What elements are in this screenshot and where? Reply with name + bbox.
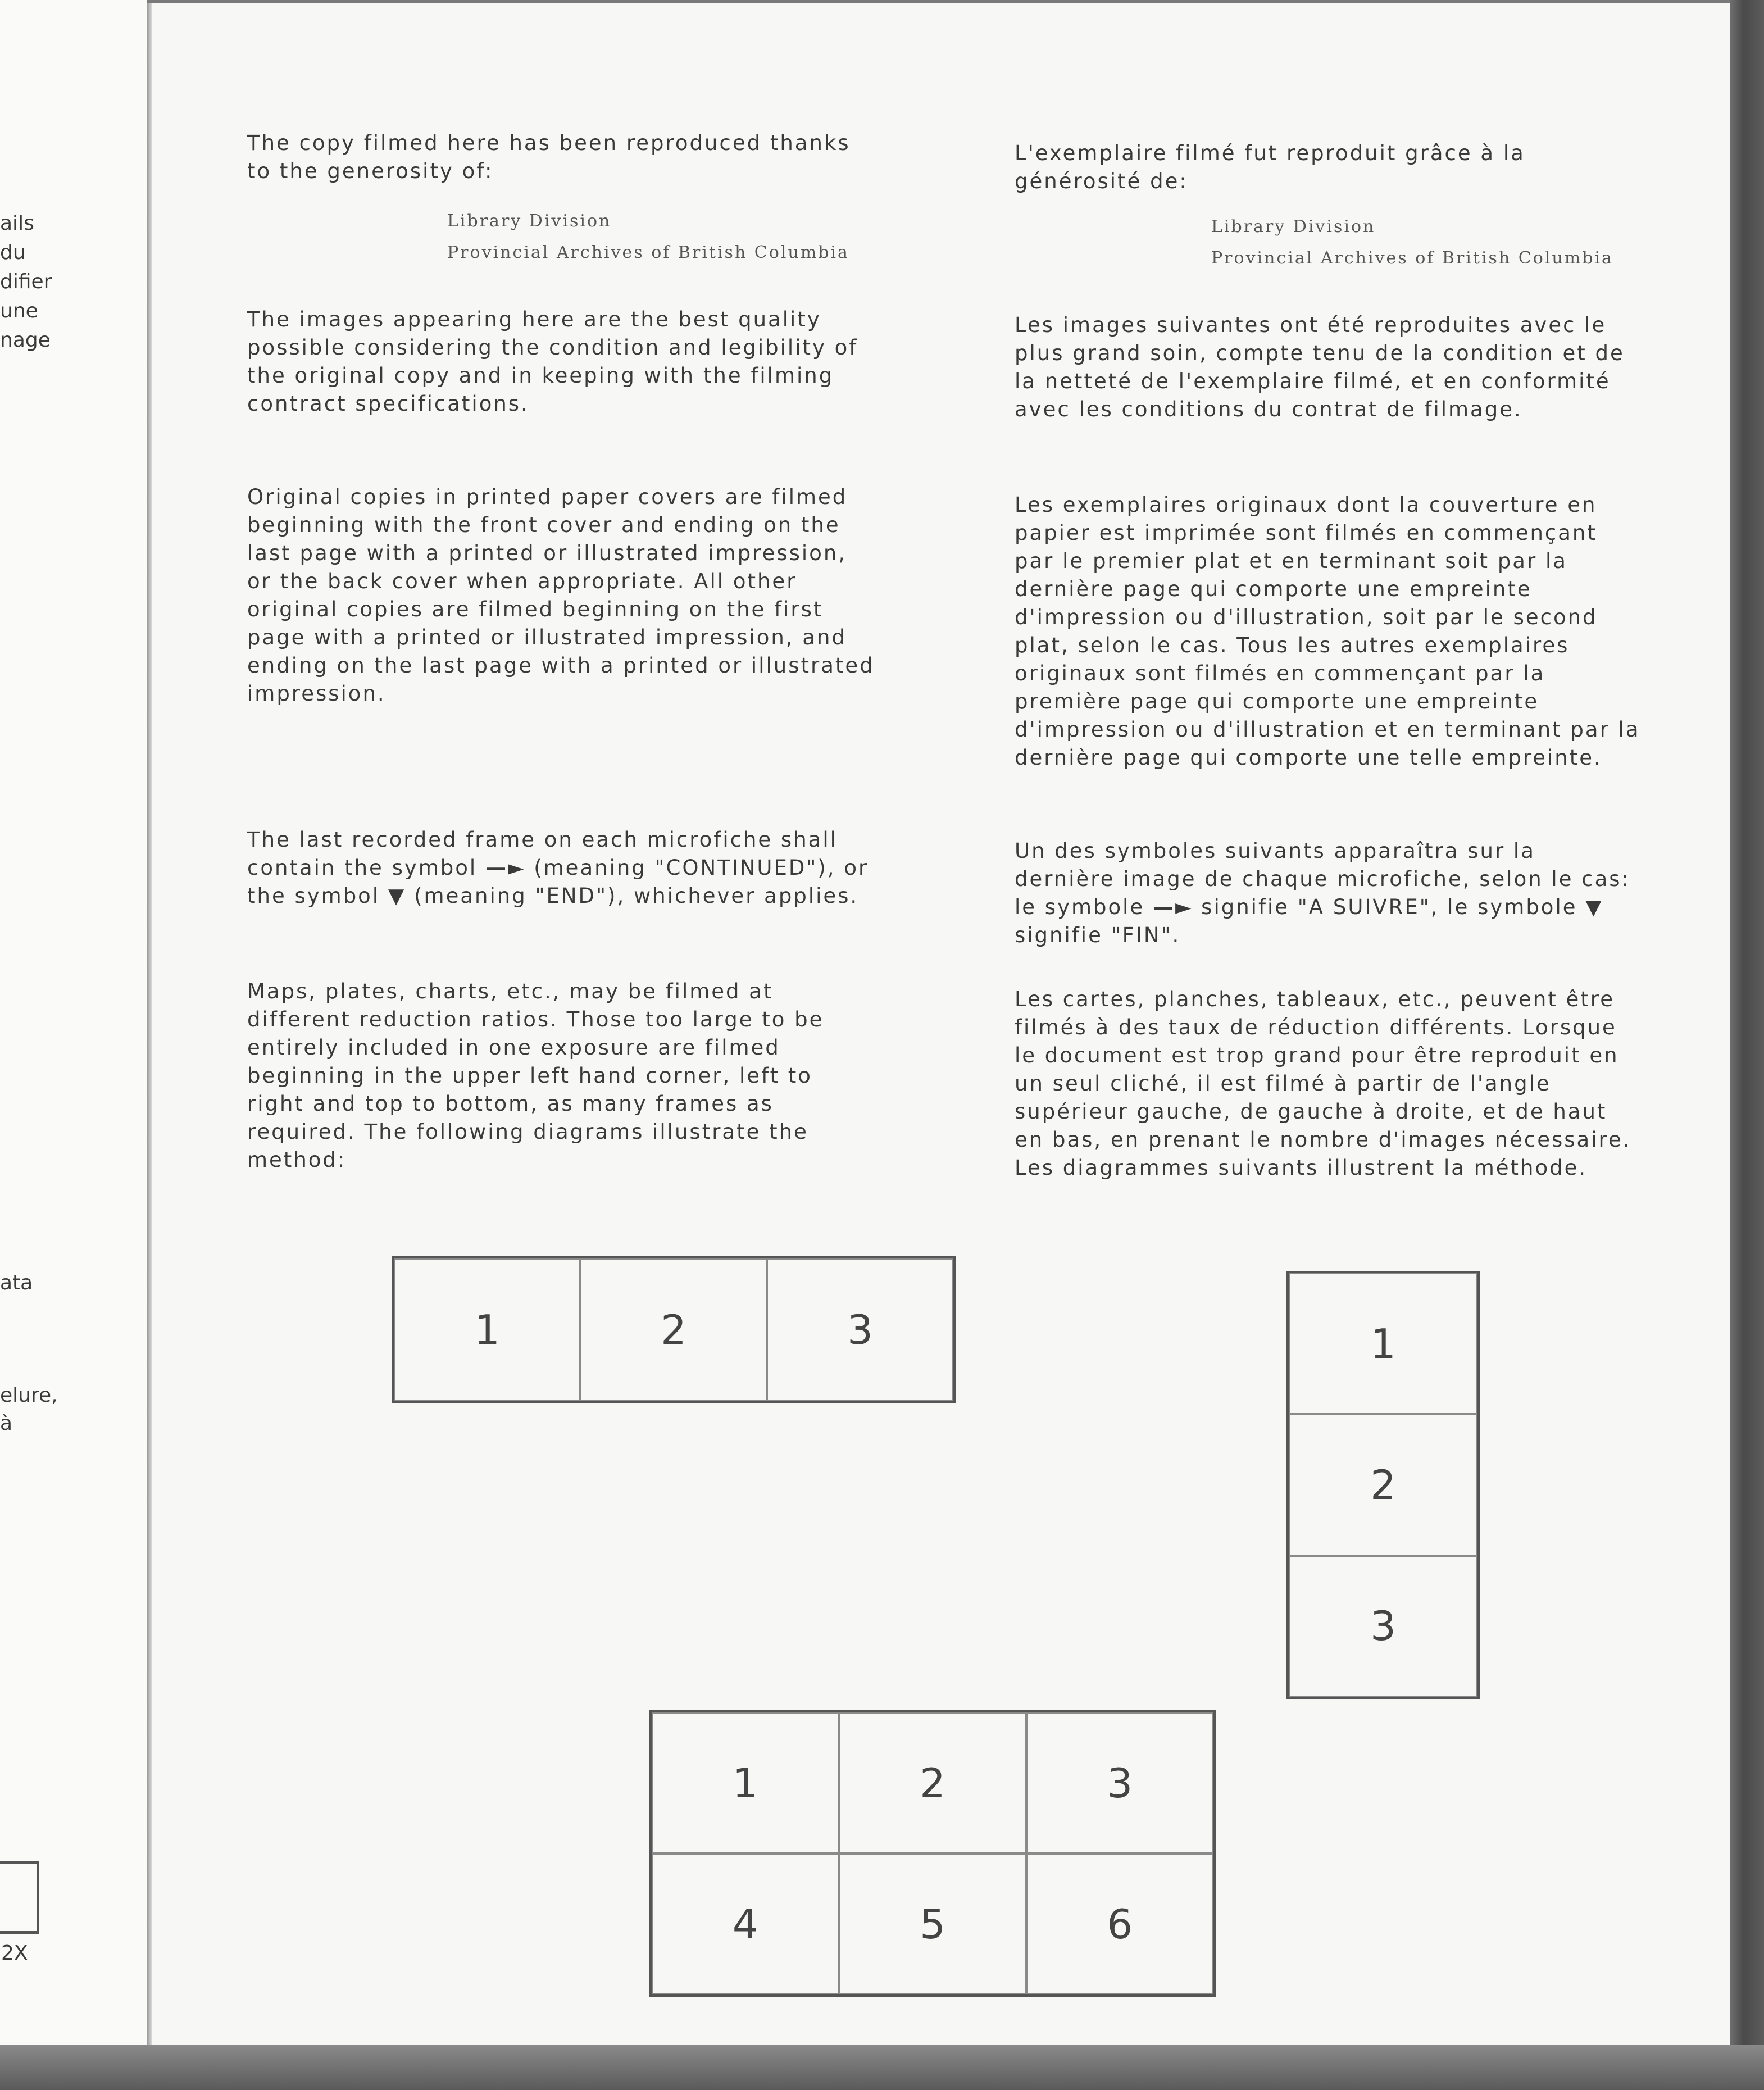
frame-cell: 5 — [839, 1853, 1026, 1994]
frame-cell: 4 — [652, 1853, 839, 1994]
fragment-text: ails — [0, 212, 34, 235]
frame-cell: 2 — [1289, 1414, 1477, 1555]
diagram-row — [392, 1256, 956, 1403]
credit-line-1: Library Division — [1211, 217, 1376, 237]
intro-text: The copy filmed here has been reproduced thanks to the generosity of: — [247, 131, 851, 183]
fragment-text: elure, — [0, 1384, 58, 1407]
symbols-text-c: signifie "FIN". — [1015, 923, 1181, 947]
frame-cell: 1 — [394, 1258, 580, 1401]
symbols-text — [247, 826, 876, 910]
credit-line-2: Provincial Archives of British Columbia — [447, 243, 849, 262]
symbols-text-a: Un des symboles suivants apparaîtra sur la dernière image de chaque microfiche, selon le cas: le symbole — [1015, 839, 1630, 919]
frame-cell: 2 — [580, 1258, 767, 1401]
frame-cell: 3 — [767, 1258, 953, 1401]
frame-cell: 3 — [1026, 1712, 1213, 1853]
diagram-grid — [649, 1710, 1216, 1997]
symbols-text-b: signifie "A SUIVRE", le symbole — [1193, 895, 1586, 919]
arrow-icon: —► — [1152, 895, 1193, 919]
quality-text: The images appearing here are the best quality possible considering the condition and legibility of the original copy and in keeping with the filming contract specifications. — [247, 307, 858, 416]
frame-cell: 3 — [1289, 1556, 1477, 1697]
fragment-text: difier — [0, 270, 52, 293]
film-margin-right — [1730, 0, 1764, 2090]
quality-text: Les images suivantes ont été reproduites avec le plus grand soin, compte tenu de la condition et de la netteté de l'exemplaire filmé, et en conformité avec les conditions du contrat de filmage. — [1015, 313, 1625, 421]
arrow-icon: —► — [485, 856, 526, 880]
maps-text: Les cartes, planches, tableaux, etc., peuvent être filmés à des taux de réduction différents. Lorsque le document est trop grand pour être reproduit en un seul cliché, il est filmé à partir de l'angle supérieur gauche, de gauche à droite, et de haut en bas, en prenant le nombre d'images nécessaire. Les diagrammes suivants illustrent la méthode. — [1015, 987, 1631, 1180]
fragment-label: 2X — [1, 1942, 28, 1965]
symbols-text-a: The last recorded frame on each microfiche shall contain the symbol — [247, 828, 838, 880]
end-triangle-icon: ▼ — [1585, 895, 1603, 919]
maps-text: Maps, plates, charts, etc., may be filmed at different reduction ratios. Those too large to be entirely included in one exposure are filmed beginning in the upper left hand corner, left to right and top to bottom, as many frames as required. The following diagrams illustrate the method: — [247, 979, 824, 1172]
fragment-text: ata — [0, 1271, 33, 1294]
fragment-text: nage — [0, 329, 51, 352]
diagram-column — [1286, 1271, 1480, 1699]
frame-cell: 2 — [839, 1712, 1026, 1853]
credit-line-1: Library Division — [447, 211, 612, 231]
originals-text: Les exemplaires originaux dont la couverture en papier est imprimée sont filmés en commençant par le premier plat et en terminant soit par la dernière page qui comporte une empreinte d'impression ou d'illustration, soit par le second plat, selon le cas. Tous les autres exemplaires originaux sont filmés en commençant par la première page qui comporte une empreinte d'impression ou d'illustration et en terminant par la dernière page qui comporte une telle empreinte. — [1015, 493, 1640, 770]
top-border — [147, 0, 1730, 3]
fragment-text: une — [0, 299, 38, 322]
fragment-text: à — [0, 1412, 13, 1435]
intro-text: L'exemplaire filmé fut reproduit grâce à la générosité de: — [1015, 141, 1525, 193]
fragment-text: du — [0, 241, 26, 264]
frame-cell: 1 — [1289, 1273, 1477, 1414]
frame-cell: 1 — [652, 1712, 839, 1853]
originals-text: Original copies in printed paper covers are filmed beginning with the front cover and ending on the last page with a printed or illustrated impression, or the back cover when appropriate. All other original copies are filmed beginning on the first page with a printed or illustrated impression, and ending on the last page with a printed or illustrated impression. — [247, 485, 875, 706]
symbols-text — [1015, 837, 1644, 949]
symbols-text-b: (meaning "CONTINUED"), or the symbol — [247, 856, 869, 908]
credit-block — [447, 206, 1076, 269]
credit-line-2: Provincial Archives of British Columbia — [1211, 248, 1613, 268]
end-triangle-icon: ▼ — [388, 884, 406, 908]
frame-cell: 6 — [1026, 1853, 1213, 1994]
fragment-box — [0, 1861, 39, 1934]
film-margin-bottom — [0, 2045, 1764, 2090]
credit-block — [1211, 211, 1764, 274]
symbols-text-c: (meaning "END"), whichever applies. — [406, 884, 859, 908]
page-fold-shadow — [147, 0, 152, 2090]
